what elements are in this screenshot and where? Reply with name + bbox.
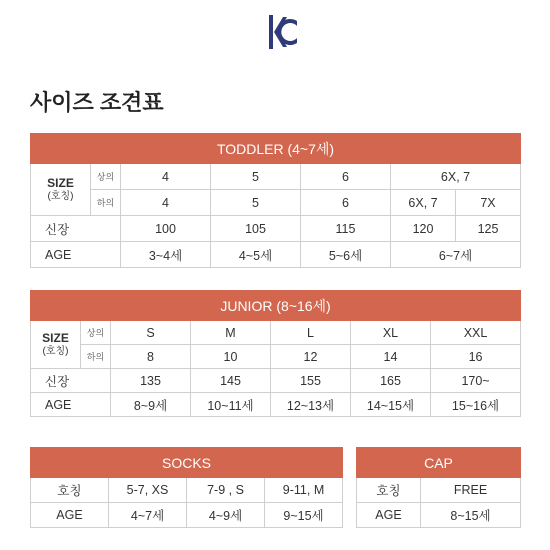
junior-bottom-cell: 16 bbox=[431, 345, 521, 369]
toddler-height-cell: 100 bbox=[121, 216, 211, 242]
junior-height-cell: 155 bbox=[271, 369, 351, 393]
junior-age-cell: 12~13세 bbox=[271, 393, 351, 417]
toddler-bottom-label: 하의 bbox=[91, 190, 121, 216]
junior-bottom-cell: 12 bbox=[271, 345, 351, 369]
toddler-header: TODDLER (4~7세) bbox=[31, 134, 521, 164]
junior-top-cell: M bbox=[191, 321, 271, 345]
junior-bottom-cell: 10 bbox=[191, 345, 271, 369]
kc-mark-icon bbox=[268, 12, 300, 52]
toddler-height-label: 신장 bbox=[31, 216, 121, 242]
toddler-height-cell: 125 bbox=[456, 216, 521, 242]
junior-top-cell: L bbox=[271, 321, 351, 345]
junior-age-cell: 14~15세 bbox=[351, 393, 431, 417]
junior-top-label: 상의 bbox=[81, 321, 111, 345]
toddler-age-label: AGE bbox=[31, 242, 121, 268]
toddler-top-label: 상의 bbox=[91, 164, 121, 190]
junior-bottom-cell: 14 bbox=[351, 345, 431, 369]
socks-age-cell: 4~9세 bbox=[187, 503, 265, 528]
junior-age-cell: 8~9세 bbox=[111, 393, 191, 417]
junior-age-label: AGE bbox=[31, 393, 111, 417]
toddler-bottom-cell: 7X bbox=[456, 190, 521, 216]
toddler-bottom-cell: 6 bbox=[301, 190, 391, 216]
cap-age-label: AGE bbox=[357, 503, 421, 528]
junior-size-label: SIZE (호칭) bbox=[31, 321, 81, 369]
junior-height-cell: 170~ bbox=[431, 369, 521, 393]
toddler-height-cell: 120 bbox=[391, 216, 456, 242]
toddler-size-table bbox=[30, 133, 521, 268]
toddler-size-label: SIZE (호칭) bbox=[31, 164, 91, 216]
cap-size-cell: FREE bbox=[421, 478, 521, 503]
cap-size-table bbox=[356, 447, 521, 528]
cap-header: CAP bbox=[357, 448, 521, 478]
socks-age-cell: 9~15세 bbox=[265, 503, 343, 528]
junior-height-cell: 135 bbox=[111, 369, 191, 393]
junior-age-cell: 15~16세 bbox=[431, 393, 521, 417]
socks-age-cell: 4~7세 bbox=[109, 503, 187, 528]
toddler-bottom-cell: 6X, 7 bbox=[391, 190, 456, 216]
junior-bottom-cell: 8 bbox=[111, 345, 191, 369]
toddler-bottom-cell: 5 bbox=[211, 190, 301, 216]
socks-age-label: AGE bbox=[31, 503, 109, 528]
socks-header: SOCKS bbox=[31, 448, 343, 478]
toddler-top-cell: 5 bbox=[211, 164, 301, 190]
junior-header: JUNIOR (8~16세) bbox=[31, 291, 521, 321]
junior-bottom-label: 하의 bbox=[81, 345, 111, 369]
toddler-top-cell: 4 bbox=[121, 164, 211, 190]
junior-size-table bbox=[30, 290, 521, 417]
toddler-age-cell: 5~6세 bbox=[301, 242, 391, 268]
toddler-top-cell: 6 bbox=[301, 164, 391, 190]
junior-top-cell: XL bbox=[351, 321, 431, 345]
toddler-top-cell: 6X, 7 bbox=[391, 164, 521, 190]
socks-size-cell: 7-9 , S bbox=[187, 478, 265, 503]
junior-height-cell: 145 bbox=[191, 369, 271, 393]
toddler-age-cell: 4~5세 bbox=[211, 242, 301, 268]
socks-size-table bbox=[30, 447, 343, 528]
toddler-height-cell: 105 bbox=[211, 216, 301, 242]
toddler-age-cell: 6~7세 bbox=[391, 242, 521, 268]
toddler-bottom-cell: 4 bbox=[121, 190, 211, 216]
toddler-height-cell: 115 bbox=[301, 216, 391, 242]
junior-top-cell: XXL bbox=[431, 321, 521, 345]
junior-height-label: 신장 bbox=[31, 369, 111, 393]
cap-size-label: 호칭 bbox=[357, 478, 421, 503]
socks-size-cell: 5-7, XS bbox=[109, 478, 187, 503]
socks-size-label: 호칭 bbox=[31, 478, 109, 503]
junior-top-cell: S bbox=[111, 321, 191, 345]
page-title: 사이즈 조견표 bbox=[30, 90, 164, 115]
junior-height-cell: 165 bbox=[351, 369, 431, 393]
socks-size-cell: 9-11, M bbox=[265, 478, 343, 503]
toddler-age-cell: 3~4세 bbox=[121, 242, 211, 268]
junior-age-cell: 10~11세 bbox=[191, 393, 271, 417]
cap-age-cell: 8~15세 bbox=[421, 503, 521, 528]
